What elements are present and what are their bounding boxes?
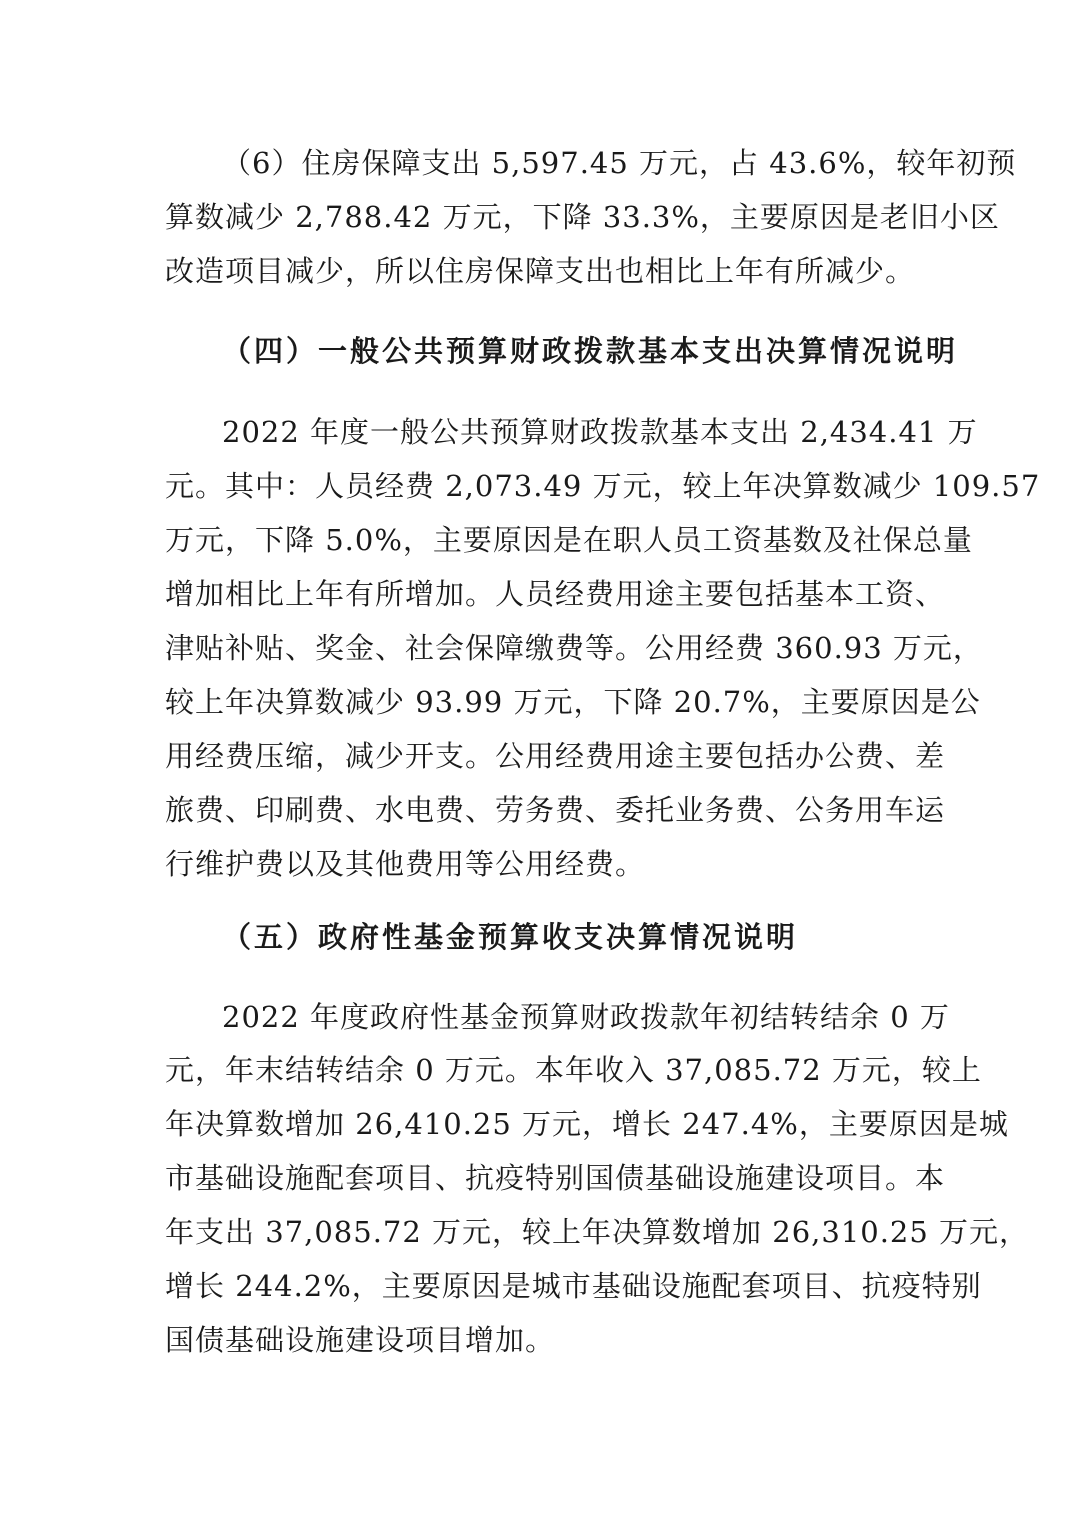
- paragraph-line: 增长 244.2%，主要原因是城市基础设施配套项目、抗疫特别: [165, 1269, 982, 1303]
- paragraph-line: 算数减少 2,788.42 万元，下降 33.3%，主要原因是老旧小区: [165, 200, 1000, 234]
- paragraph-line: 年决算数增加 26,410.25 万元，增长 247.4%，主要原因是城: [165, 1107, 1009, 1141]
- paragraph-line: 较上年决算数减少 93.99 万元，下降 20.7%，主要原因是公: [165, 685, 981, 719]
- paragraph-line: 2022 年度一般公共预算财政拨款基本支出 2,434.41 万: [222, 415, 978, 449]
- section-heading-4: （四）一般公共预算财政拨款基本支出决算情况说明: [222, 334, 959, 368]
- paragraph-line: （6）住房保障支出 5,597.45 万元，占 43.6%，较年初预: [222, 146, 1017, 180]
- paragraph-line: 万元，下降 5.0%，主要原因是在职人员工资基数及社保总量: [165, 523, 973, 557]
- paragraph-line: 津贴补贴、奖金、社会保障缴费等。公用经费 360.93 万元，: [165, 631, 983, 665]
- paragraph-line: 改造项目减少，所以住房保障支出也相比上年有所减少。: [165, 254, 916, 288]
- paragraph-line: 2022 年度政府性基金预算财政拨款年初结转结余 0 万: [222, 1000, 950, 1034]
- paragraph-line: 元，年末结转结余 0 万元。本年收入 37,085.72 万元，较上: [165, 1053, 982, 1087]
- paragraph-line: 用经费压缩，减少开支。公用经费用途主要包括办公费、差: [165, 739, 946, 773]
- paragraph-line: 元。其中：人员经费 2,073.49 万元，较上年决算数减少 109.57: [165, 469, 1041, 503]
- paragraph-line: 增加相比上年有所增加。人员经费用途主要包括基本工资、: [165, 577, 946, 611]
- paragraph-line: 年支出 37,085.72 万元，较上年决算数增加 26,310.25 万元，: [165, 1215, 1030, 1249]
- paragraph-line: 国债基础设施建设项目增加。: [165, 1323, 556, 1357]
- section-heading-5: （五）政府性基金预算收支决算情况说明: [222, 920, 799, 954]
- paragraph-line: 行维护费以及其他费用等公用经费。: [165, 847, 646, 881]
- paragraph-line: 市基础设施配套项目、抗疫特别国债基础设施建设项目。本: [165, 1161, 946, 1195]
- paragraph-line: 旅费、印刷费、水电费、劳务费、委托业务费、公务用车运: [165, 793, 946, 827]
